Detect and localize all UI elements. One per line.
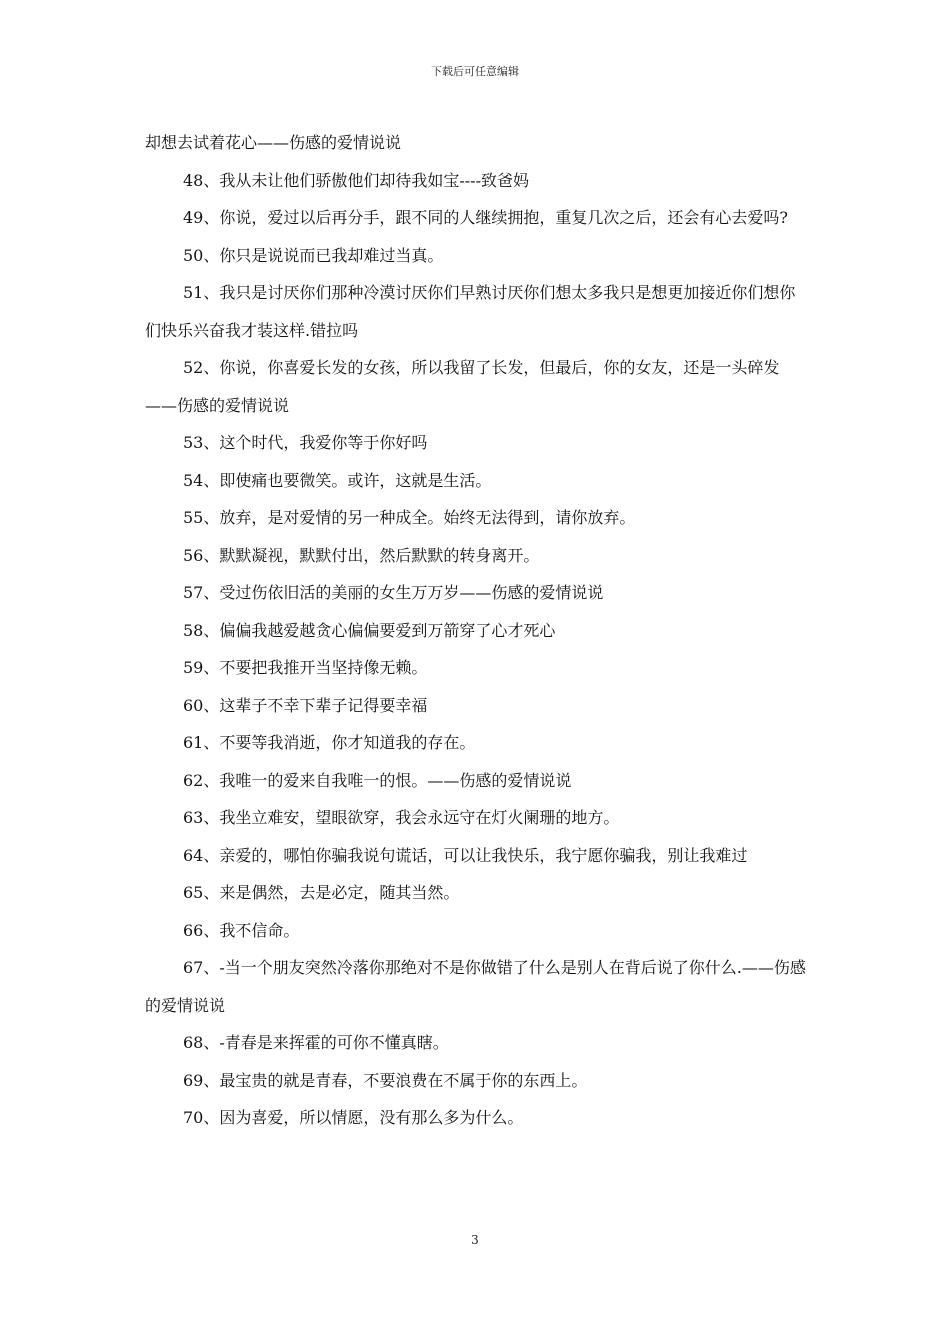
paragraph: 64、亲爱的，哪怕你骗我说句谎话，可以让我快乐，我宁愿你骗我，别让我难过 <box>183 845 748 865</box>
paragraph: 却想去试着花心——伤感的爱情说说 <box>145 133 402 152</box>
paragraph: 57、受过伤依旧活的美丽的女生万万岁——伤感的爱情说说 <box>183 583 604 602</box>
paragraph: 48、我从未让他们骄傲他们却待我如宝----致爸妈 <box>183 170 529 190</box>
paragraph: 51、我只是讨厌你们那种冷漠讨厌你们早熟讨厌你们想太多我只是想更加接近你们想你们快乐兴奋我才装这样.错拉吗 <box>145 283 796 340</box>
paragraph: 54、即使痛也要微笑。或许，这就是生活。 <box>183 470 492 490</box>
paragraph: 63、我坐立难安，望眼欲穿，我会永远守在灯火阑珊的地方。 <box>183 808 620 827</box>
paragraph: 60、这辈子不幸下辈子记得要幸福 <box>183 695 428 715</box>
paragraph: 49、你说，爱过以后再分手，跟不同的人继续拥抱，重复几次之后，还会有心去爱吗? <box>183 208 788 227</box>
page-number: 3 <box>471 1233 479 1247</box>
paragraph: 53、这个时代，我爱你等于你好吗 <box>183 433 428 452</box>
paragraph: 58、偏偏我越爱越贪心偏偏要爱到万箭穿了心才死心 <box>183 620 556 640</box>
document-body <box>145 124 810 1137</box>
paragraph: 69、最宝贵的就是青春，不要浪费在不属于你的东西上。 <box>183 1070 588 1090</box>
paragraph: 67、-当一个朋友突然冷落你那绝对不是你做错了什么是别人在背后说了你什么.——伤感的爱情说说 <box>145 958 806 1015</box>
paragraph: 61、不要等我消逝，你才知道我的存在。 <box>183 733 476 752</box>
paragraph: 68、-青春是来挥霍的可你不懂真瞎。 <box>183 1033 449 1052</box>
paragraph: 65、来是偶然，去是必定，随其当然。 <box>183 883 460 902</box>
paragraph: 55、放弃，是对爱情的另一种成全。始终无法得到，请你放弃。 <box>183 508 636 527</box>
paragraph: 66、我不信命。 <box>183 920 300 940</box>
paragraph: 52、你说，你喜爱长发的女孩，所以我留了长发，但最后，你的女友，还是一头碎发——伤感的爱情说说 <box>145 358 780 415</box>
paragraph: 70、因为喜爱，所以情愿，没有那么多为什么。 <box>183 1108 524 1127</box>
page-header: 下载后可任意编辑 <box>431 65 519 78</box>
paragraph: 50、你只是说说而已我却难过当真。 <box>183 245 444 265</box>
paragraph: 56、默默凝视，默默付出，然后默默的转身离开。 <box>183 545 540 565</box>
paragraph: 62、我唯一的爱来自我唯一的恨。——伤感的爱情说说 <box>183 770 572 790</box>
paragraph: 59、不要把我推开当坚持像无赖。 <box>183 658 428 677</box>
